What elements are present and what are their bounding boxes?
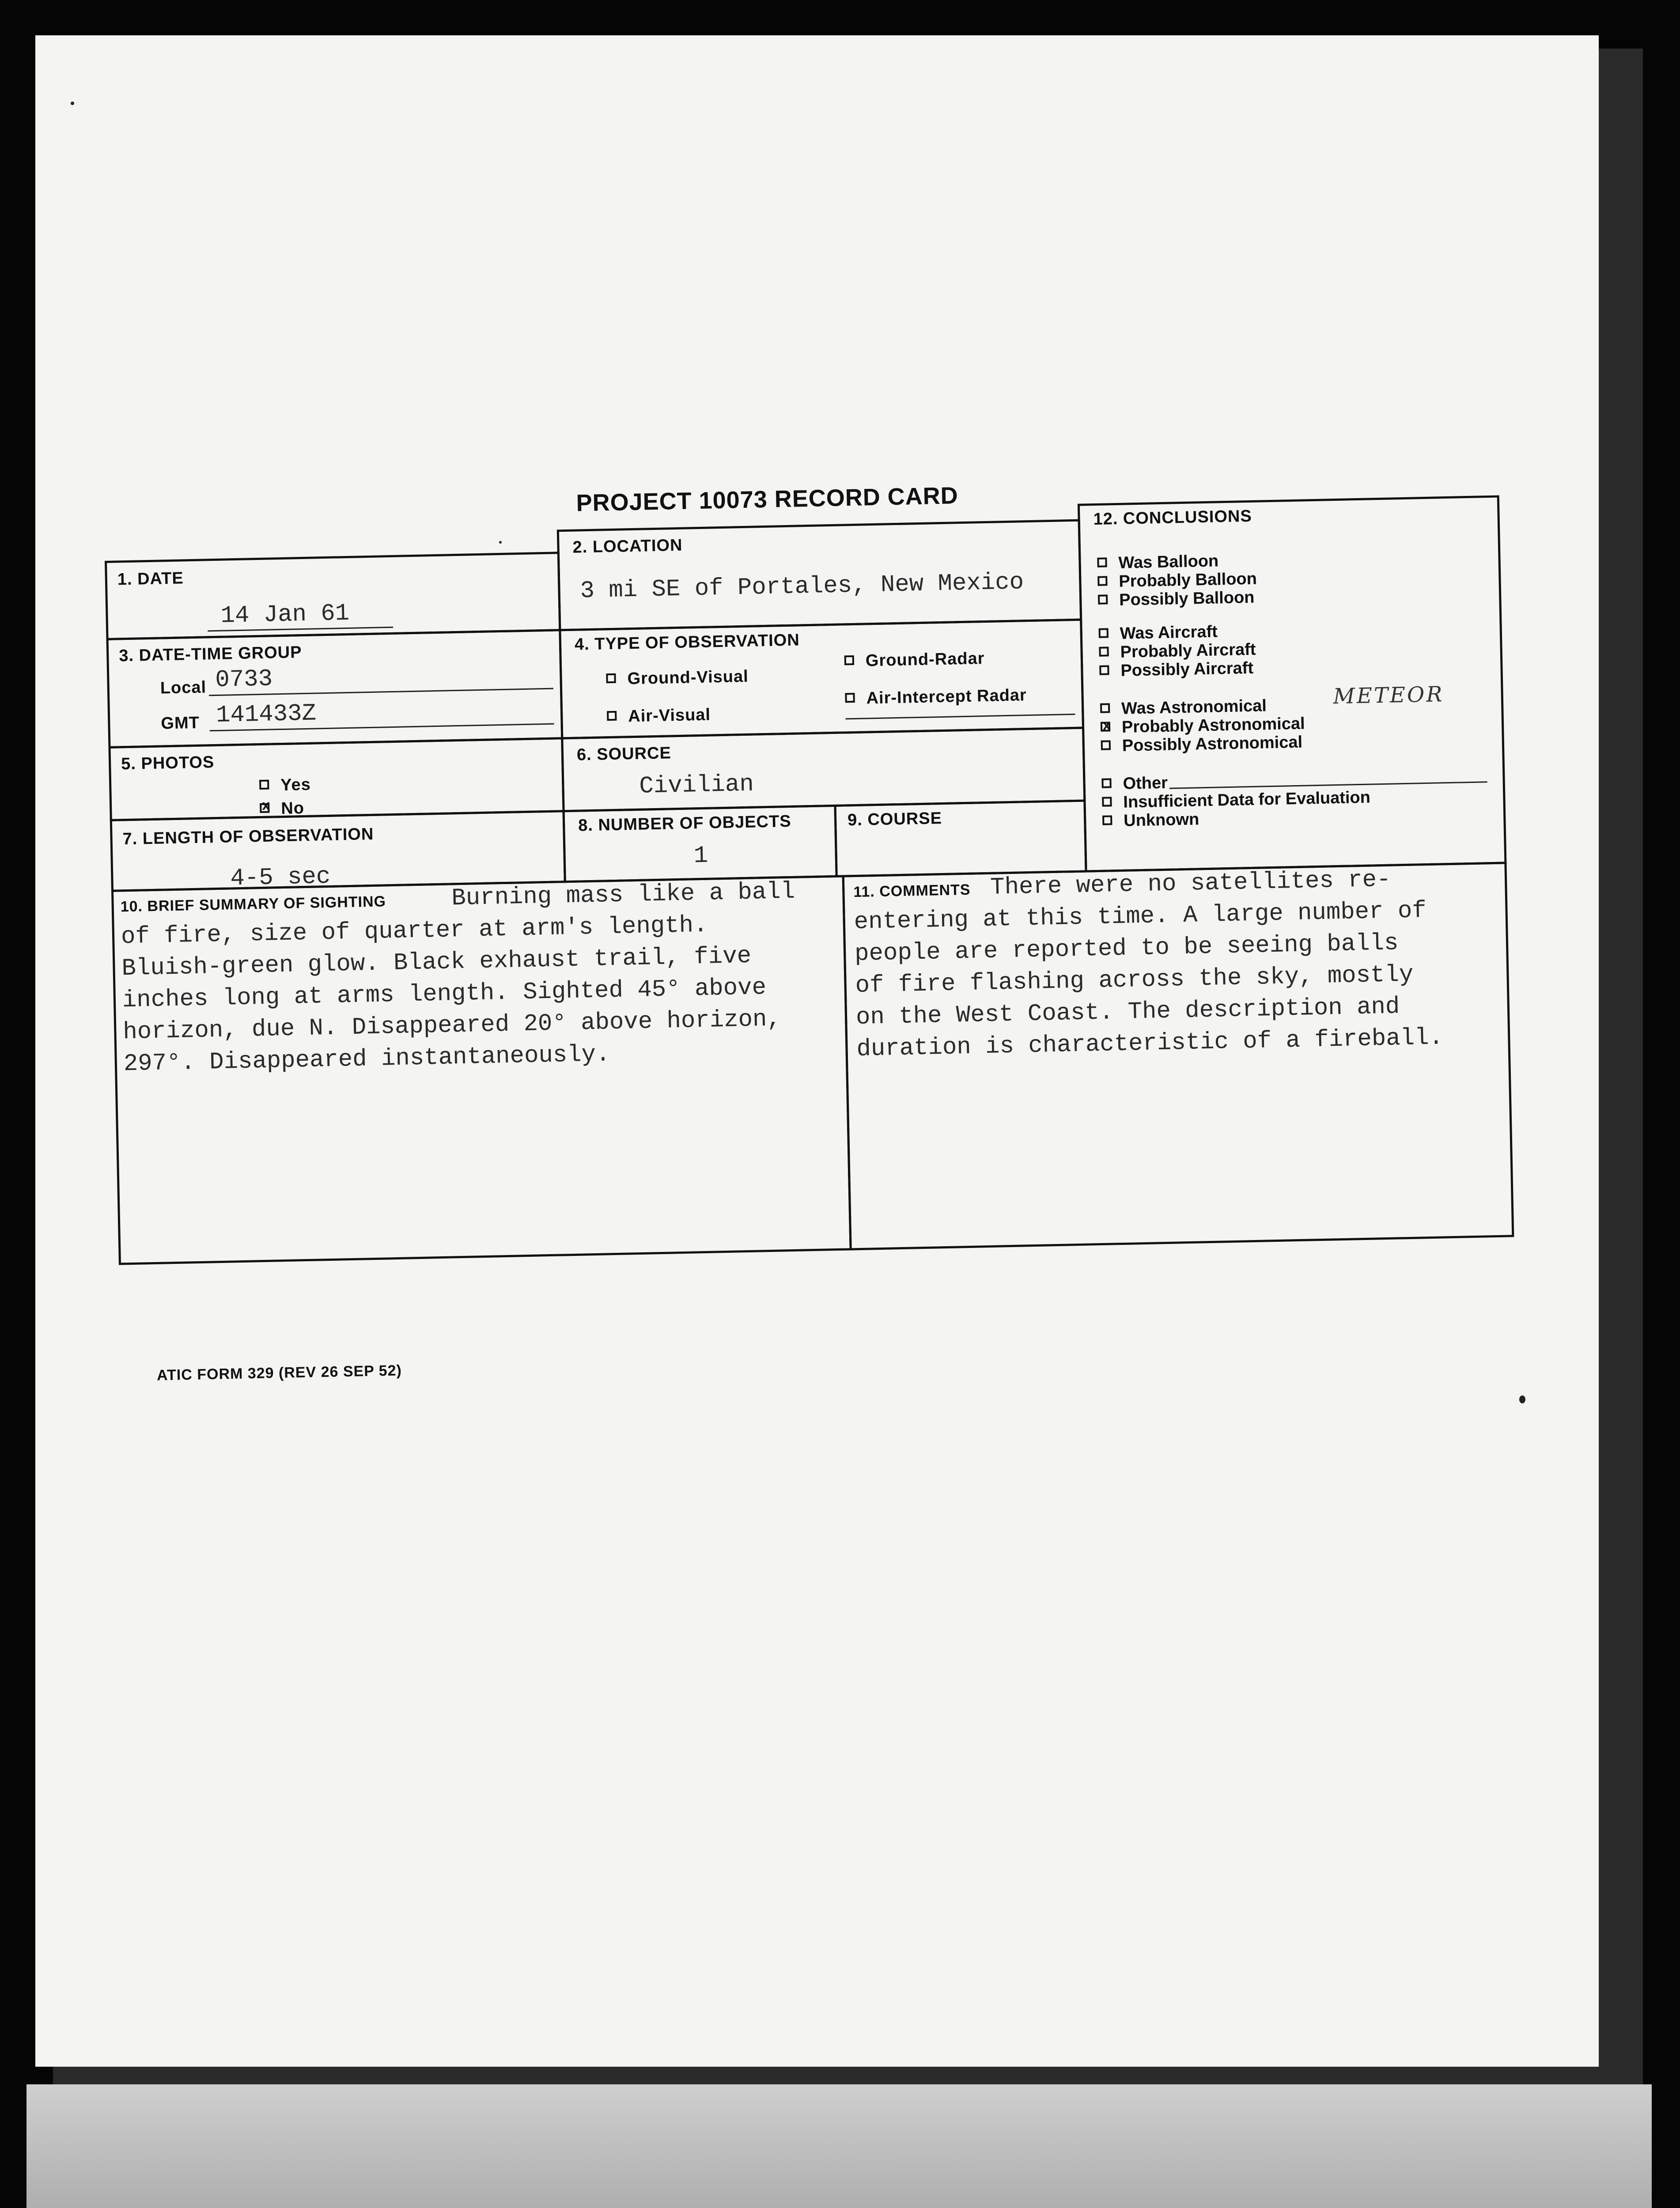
conclusion-possibly-aircraft[interactable]: Possibly Aircraft: [1099, 659, 1253, 681]
location-label: 2. LOCATION: [572, 536, 683, 557]
air-intercept-radar-option[interactable]: Air-Intercept Radar: [845, 686, 1027, 708]
course-label: 9. COURSE: [847, 809, 942, 830]
summary-line-1: Burning mass like a ball: [451, 878, 795, 912]
comments-line-4: of fire flashing across the sky, mostly: [855, 961, 1414, 1000]
conclusion-insufficient-data[interactable]: Insufficient Data for Evaluation: [1102, 788, 1370, 812]
air-visual-checkbox[interactable]: [607, 711, 617, 721]
record-card: [104, 482, 1515, 1303]
source-label: 6. SOURCE: [576, 744, 672, 764]
comments-line-3: people are reported to be seeing balls: [854, 930, 1399, 968]
date-value: 14 Jan 61: [220, 600, 350, 630]
photos-cell: [108, 737, 564, 821]
conclusion-probably-balloon[interactable]: Probably Balloon: [1097, 570, 1257, 591]
comments-label: 11. COMMENTS: [853, 881, 971, 901]
gmt-value: 141433Z: [216, 700, 317, 729]
summary-line-2: of fire, size of quarter at arm's length.: [121, 911, 708, 951]
summary-label: 10. BRIEF SUMMARY OF SIGHTING: [120, 893, 386, 915]
location-value: 3 mi SE of Portales, New Mexico: [579, 569, 1024, 605]
photos-no-checkbox[interactable]: [260, 803, 269, 813]
length-of-observation-value: 4-5 sec: [230, 863, 331, 892]
ground-radar-checkbox[interactable]: [844, 655, 854, 665]
date-time-group-label: 3. DATE-TIME GROUP: [118, 643, 302, 665]
air-intercept-radar-checkbox[interactable]: [845, 693, 855, 703]
comments-line-1: There were no satellites re-: [990, 866, 1392, 901]
unknown-checkbox[interactable]: [1102, 815, 1112, 825]
comments-line-5: on the West Coast. The description and: [855, 993, 1400, 1032]
was-balloon-checkbox[interactable]: [1097, 557, 1107, 567]
other-checkbox[interactable]: [1101, 778, 1111, 788]
possibly-astronomical-checkbox[interactable]: [1101, 740, 1111, 750]
gmt-label: GMT: [161, 713, 200, 733]
conclusion-possibly-balloon[interactable]: Possibly Balloon: [1098, 588, 1255, 610]
possibly-balloon-checkbox[interactable]: [1098, 594, 1108, 604]
photos-yes-option[interactable]: Yes: [259, 775, 311, 795]
photos-yes-checkbox[interactable]: [259, 780, 269, 790]
was-astronomical-checkbox[interactable]: [1100, 703, 1110, 713]
card-title: PROJECT 10073 RECORD CARD: [576, 482, 959, 517]
conclusion-was-balloon[interactable]: Was Balloon: [1097, 552, 1218, 573]
conclusions-label: 12. CONCLUSIONS: [1093, 507, 1252, 529]
summary-line-3: Bluish-green glow. Black exhaust trail, five: [121, 942, 752, 983]
summary-line-4: inches long at arms length. Sighted 45° above: [122, 974, 767, 1014]
was-aircraft-checkbox[interactable]: [1099, 628, 1109, 638]
summary-line-5: horizon, due N. Disappeared 20° above horizon,: [122, 1006, 782, 1046]
conclusion-other[interactable]: Other: [1101, 774, 1168, 794]
conclusion-possibly-astronomical[interactable]: Possibly Astronomical: [1101, 733, 1302, 756]
probably-astronomical-checkbox[interactable]: [1101, 722, 1110, 731]
conclusion-probably-astronomical[interactable]: xProbably Astronomical: [1101, 715, 1305, 737]
dust-speck: [71, 102, 74, 105]
film-lower-area: [26, 2084, 1652, 2208]
summary-line-6: 297°. Disappeared instantaneously.: [123, 1041, 611, 1078]
card-grid: [104, 507, 1515, 1303]
conclusion-was-astronomical[interactable]: Was Astronomical: [1100, 696, 1267, 718]
length-of-observation-label: 7. LENGTH OF OBSERVATION: [122, 824, 374, 849]
type-of-observation-label: 4. TYPE OF OBSERVATION: [574, 631, 800, 654]
local-value: 0733: [215, 665, 273, 694]
length-of-observation-cell: [110, 810, 566, 892]
date-label: 1. DATE: [117, 569, 184, 589]
possibly-aircraft-checkbox[interactable]: [1099, 665, 1109, 675]
number-of-objects-value: 1: [693, 842, 708, 870]
insufficient-data-checkbox[interactable]: [1102, 797, 1112, 806]
conclusion-unknown[interactable]: Unknown: [1102, 810, 1199, 830]
dust-speck: [1519, 1395, 1525, 1403]
number-of-objects-label: 8. NUMBER OF OBJECTS: [578, 812, 791, 835]
comments-line-2: entering at this time. A large number of: [854, 897, 1427, 936]
local-label: Local: [160, 678, 207, 698]
ground-visual-checkbox[interactable]: [606, 673, 616, 683]
form-footer: ATIC FORM 329 (REV 26 SEP 52): [156, 1362, 402, 1384]
conclusion-was-aircraft[interactable]: Was Aircraft: [1098, 622, 1218, 643]
ground-radar-option[interactable]: Ground-Radar: [844, 649, 984, 671]
photos-label: 5. PHOTOS: [121, 753, 215, 774]
ground-visual-option[interactable]: Ground-Visual: [606, 667, 749, 689]
photos-no-option[interactable]: xNo: [260, 799, 304, 819]
comments-line-6: duration is characteristic of a fireball.: [856, 1024, 1444, 1063]
probably-aircraft-checkbox[interactable]: [1099, 647, 1109, 656]
air-visual-option[interactable]: Air-Visual: [607, 706, 711, 727]
source-value: Civilian: [639, 771, 754, 800]
conclusion-probably-aircraft[interactable]: Probably Aircraft: [1099, 640, 1256, 662]
handwritten-meteor-note: METEOR: [1333, 682, 1444, 709]
probably-balloon-checkbox[interactable]: [1097, 576, 1107, 586]
